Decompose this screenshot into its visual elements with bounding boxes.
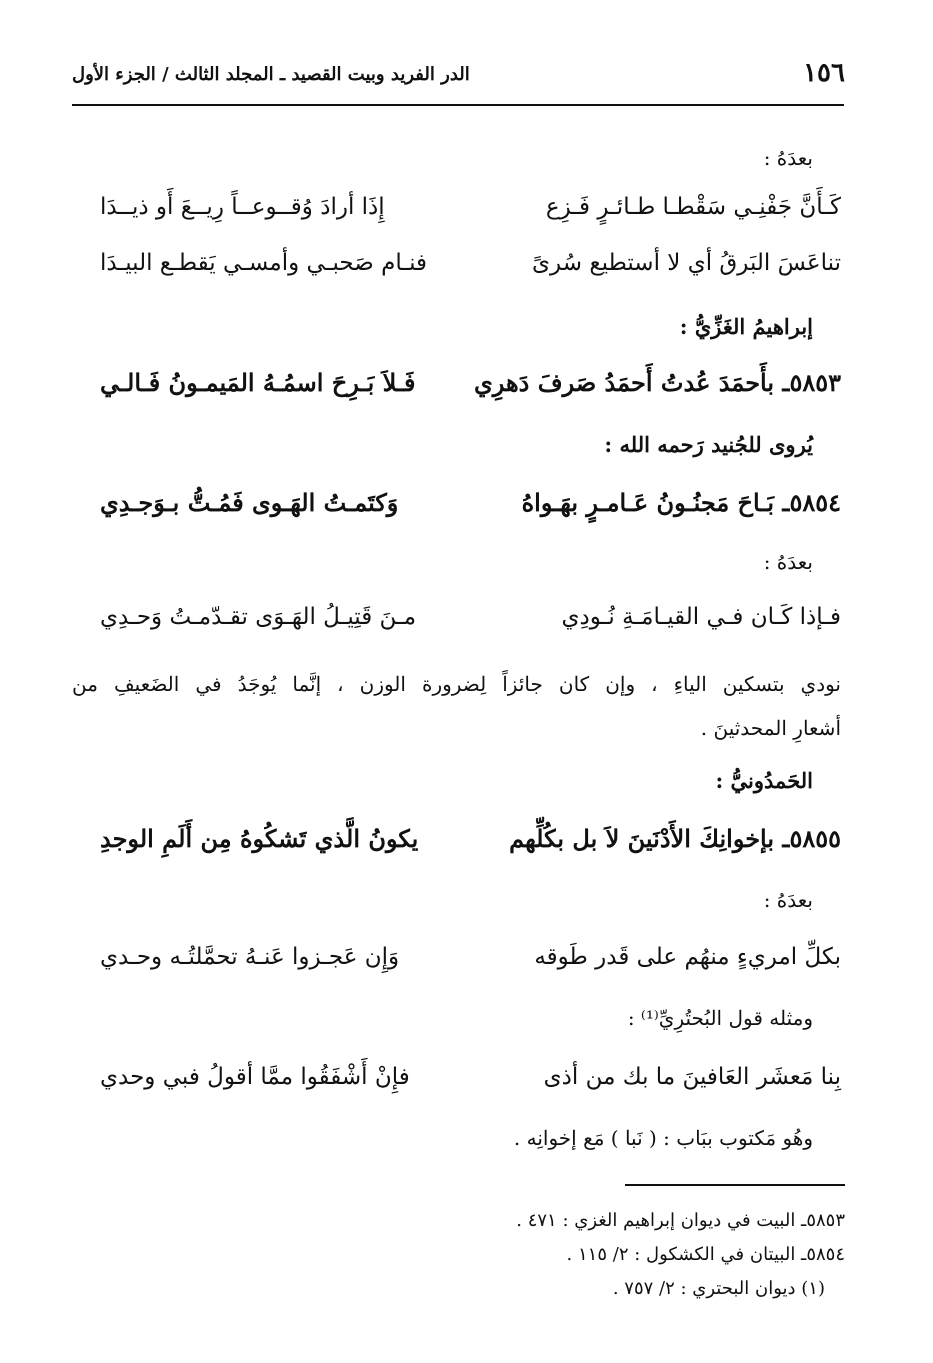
footnote: ٥٨٥٣ـ البيت في ديوان إبراهيم الغزي : ٤٧١ .	[516, 1210, 845, 1231]
footnote-rule	[625, 1184, 845, 1186]
poet-label: الحَمدُونيُّ :	[715, 768, 813, 793]
running-header: الدر الفريد وبيت القصيد ـ المجلد الثالث / الجزء الأول	[72, 64, 470, 85]
verse-hemistich-right: فـإذا كَـان فـي القيـامَـةِ نُـودِي	[561, 604, 841, 630]
citation-label: ومثله قول البُحتُرِيِّ⁽¹⁾ :	[627, 1006, 813, 1030]
footnote: (١) ديوان البحتري : ٢/ ٧٥٧ .	[612, 1278, 825, 1299]
verse-hemistich-right: بكلِّ امريءٍ منهُم على قَدر طَوقه	[534, 944, 841, 970]
numbered-verse-left: يكونُ الَّذي تَشكُوهُ مِن أَلَمِ الوجدِ	[100, 824, 419, 853]
verse-hemistich-right: بِنا مَعشَر العَافينَ ما بك من أذى	[543, 1064, 841, 1090]
numbered-verse-right: ٥٨٥٣ـ بأَحمَدَ عُدتُ أَحمَدُ صَرفَ دَهرِي	[473, 368, 841, 397]
numbered-verse-left: فَـلاَ بَـرِحَ اسمُـهُ المَيمـونُ فَـالـي	[100, 368, 416, 397]
intro-label: بعدَهُ :	[763, 550, 813, 574]
verse-hemistich-right: كَـأَنَّ جَفْنِـي سَقْطـا طـائـرٍ فَـزِع	[545, 194, 841, 220]
page-number: ١٥٦	[803, 58, 845, 88]
attribution-label: يُروى للجُنيد رَحمه الله :	[604, 432, 813, 457]
verse-hemistich-right: تناعَسَ البَرقُ أي لا أستطيع سُرىً	[532, 250, 841, 276]
verse-hemistich-left: مـنَ قَتِيـلُ الهَـوَى تقـدّمـتُ وَحـدِي	[100, 604, 417, 630]
commentary-line: نودي بتسكين الياءِ ، وإن كان جائزاً لِضرورة الوزن ، إنَّما يُوجَدُ في الضَعيفِ من	[72, 672, 841, 696]
poet-label: إبراهيمُ الغَزِّيُّ :	[679, 314, 813, 339]
verse-hemistich-left: وَإِن عَجـزوا عَنـهُ تحمَّلتُـه وحـدي	[100, 944, 400, 970]
numbered-verse-left: وَكتَمـتُ الهَـوى فَمُـتُّ بـوَجـدِي	[100, 488, 399, 517]
numbered-verse-right: ٥٨٥٥ـ بإخوانِكَ الأَدْنَينَ لاَ بل بكُلِّهم	[509, 824, 841, 853]
verse-hemistich-left: فنـام صَحبـي وأمسـي يَقطـع البيـدَا	[100, 250, 427, 276]
footnote: ٥٨٥٤ـ البيتان في الكشكول : ٢/ ١١٥ .	[566, 1244, 845, 1265]
intro-label: بعدَهُ :	[763, 888, 813, 912]
intro-label: بعدَهُ :	[763, 146, 813, 170]
verse-hemistich-left: إِذَا أرادَ وُقــوعــاً رِيــعَ أَو ذيــدَا	[100, 194, 385, 220]
commentary-line: أشعارِ المحدثينَ .	[700, 716, 841, 740]
header-rule	[72, 104, 844, 106]
closing-note: وهُو مَكتوب ببَاب : ( نَبا ) مَع إخوانِه .	[513, 1126, 813, 1150]
verse-hemistich-left: فإِنْ أَشْفَقُوا ممَّا أقولُ فبي وحدي	[100, 1064, 410, 1090]
numbered-verse-right: ٥٨٥٤ـ بَـاحَ مَجنُـونُ عَـامـرٍ بهَـواهُ	[521, 488, 841, 517]
